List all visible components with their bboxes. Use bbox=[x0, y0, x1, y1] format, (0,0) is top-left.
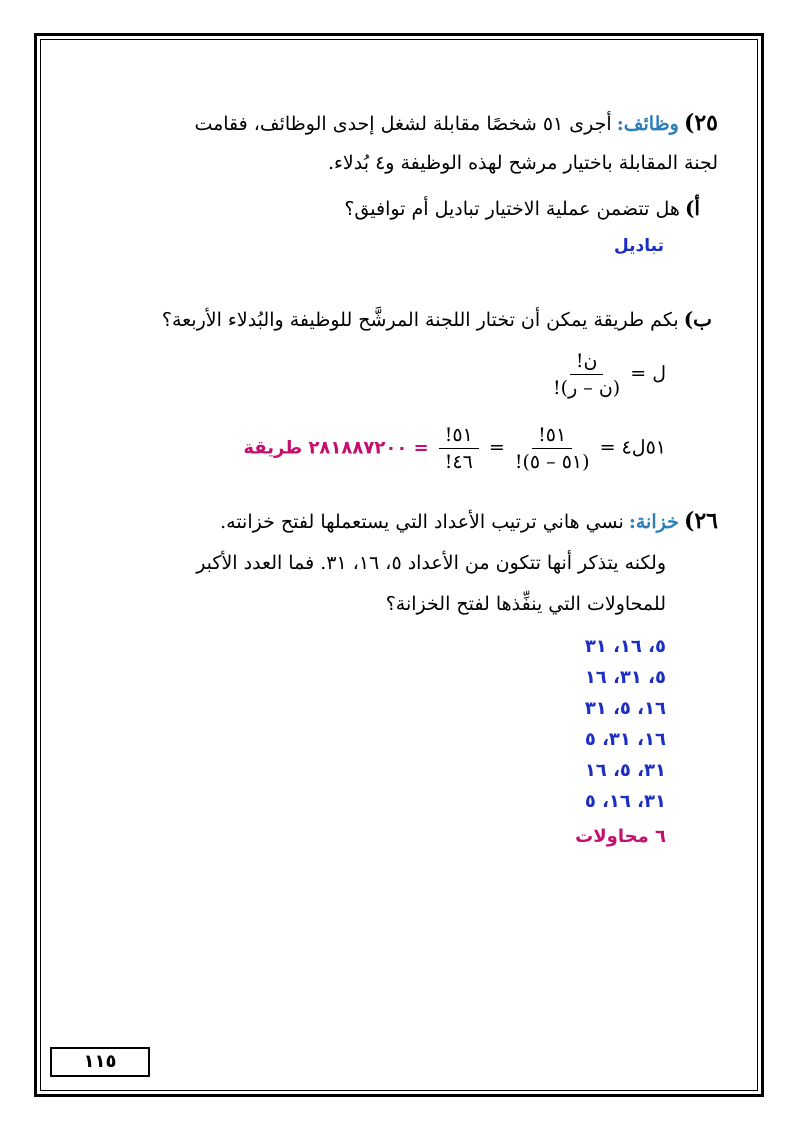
q25-topic: وظائف: bbox=[616, 113, 679, 135]
page-number: ١١٥ bbox=[50, 1047, 150, 1077]
q25-number: ٢٥) bbox=[683, 110, 718, 136]
q26-answer-3: ١٦، ٥، ٣١ bbox=[584, 698, 666, 719]
q26-answer-5: ٣١، ٥، ١٦ bbox=[584, 760, 666, 781]
q26-line1 bbox=[220, 508, 718, 534]
formula-denominator: (ن – ر)! bbox=[553, 377, 621, 399]
q26-text-line3: للمحاولات التي ينفِّذها لفتح الخزانة؟ bbox=[385, 593, 666, 615]
calc-fraction-1-numerator: ٥١! bbox=[532, 424, 572, 449]
q25-text-line2: لجنة المقابلة باختيار مرشح لهذه الوظيفة و٤ بُدلاء. bbox=[327, 152, 718, 174]
q25-part-b-text: بكم طريقة يمكن أن تختار اللجنة المرشَّح للوظيفة والبُدلاء الأربعة؟ bbox=[161, 309, 679, 331]
calc-result: = ٢٨١٨٨٧٢٠٠ طريقة bbox=[243, 437, 429, 459]
q25-part-b-label: ب) bbox=[683, 307, 712, 331]
q25-line1 bbox=[194, 110, 718, 136]
q25-part-a bbox=[344, 196, 700, 220]
calc-fraction-2-denominator: ٤٦! bbox=[444, 451, 473, 473]
q25-part-a-label: أ) bbox=[684, 196, 700, 220]
q26-topic: خزانة: bbox=[628, 511, 679, 533]
q25-part-a-text: هل تتضمن عملية الاختيار تباديل أم توافيق؟ bbox=[344, 198, 680, 220]
q25-part-b bbox=[162, 307, 712, 331]
formula-numerator: ن! bbox=[570, 350, 604, 375]
q26-text-line1: نسي هاني ترتيب الأعداد التي يستعملها لفتح خزانته. bbox=[220, 511, 624, 533]
q25-text-line1: أجرى ٥١ شخصًا مقابلة لشغل إحدى الوظائف، فقامت bbox=[194, 113, 612, 135]
formula-fraction bbox=[553, 350, 620, 399]
q26-number: ٢٦) bbox=[683, 508, 718, 534]
q26-answer-2: ٥، ٣١، ١٦ bbox=[584, 667, 666, 688]
q25-part-a-answer: تباديل bbox=[614, 236, 664, 256]
calc-equals: = bbox=[488, 436, 505, 459]
calc-fraction-2-numerator: ٥١! bbox=[439, 424, 479, 449]
calc-fraction-1 bbox=[515, 424, 590, 473]
q26-text-line2: ولكنه يتذكر أنها تتكون من الأعداد ٥، ١٦، ٣١. فما العدد الأكبر bbox=[196, 552, 666, 574]
q26-final-answer: ٦ محاولات bbox=[575, 826, 666, 847]
permutation-formula bbox=[549, 350, 666, 399]
q26-answer-4: ١٦، ٣١، ٥ bbox=[584, 729, 666, 750]
calc-fraction-1-denominator: (٥١ – ٥)! bbox=[514, 451, 590, 473]
q26-answer-6: ٣١، ١٦، ٥ bbox=[584, 791, 666, 812]
permutation-calculation bbox=[243, 424, 666, 473]
calc-lhs: ٥١ل٤ = bbox=[599, 436, 666, 459]
formula-lhs: ل = bbox=[630, 362, 666, 385]
calc-fraction-2 bbox=[439, 424, 479, 473]
q26-answer-1: ٥، ١٦، ٣١ bbox=[584, 636, 666, 657]
